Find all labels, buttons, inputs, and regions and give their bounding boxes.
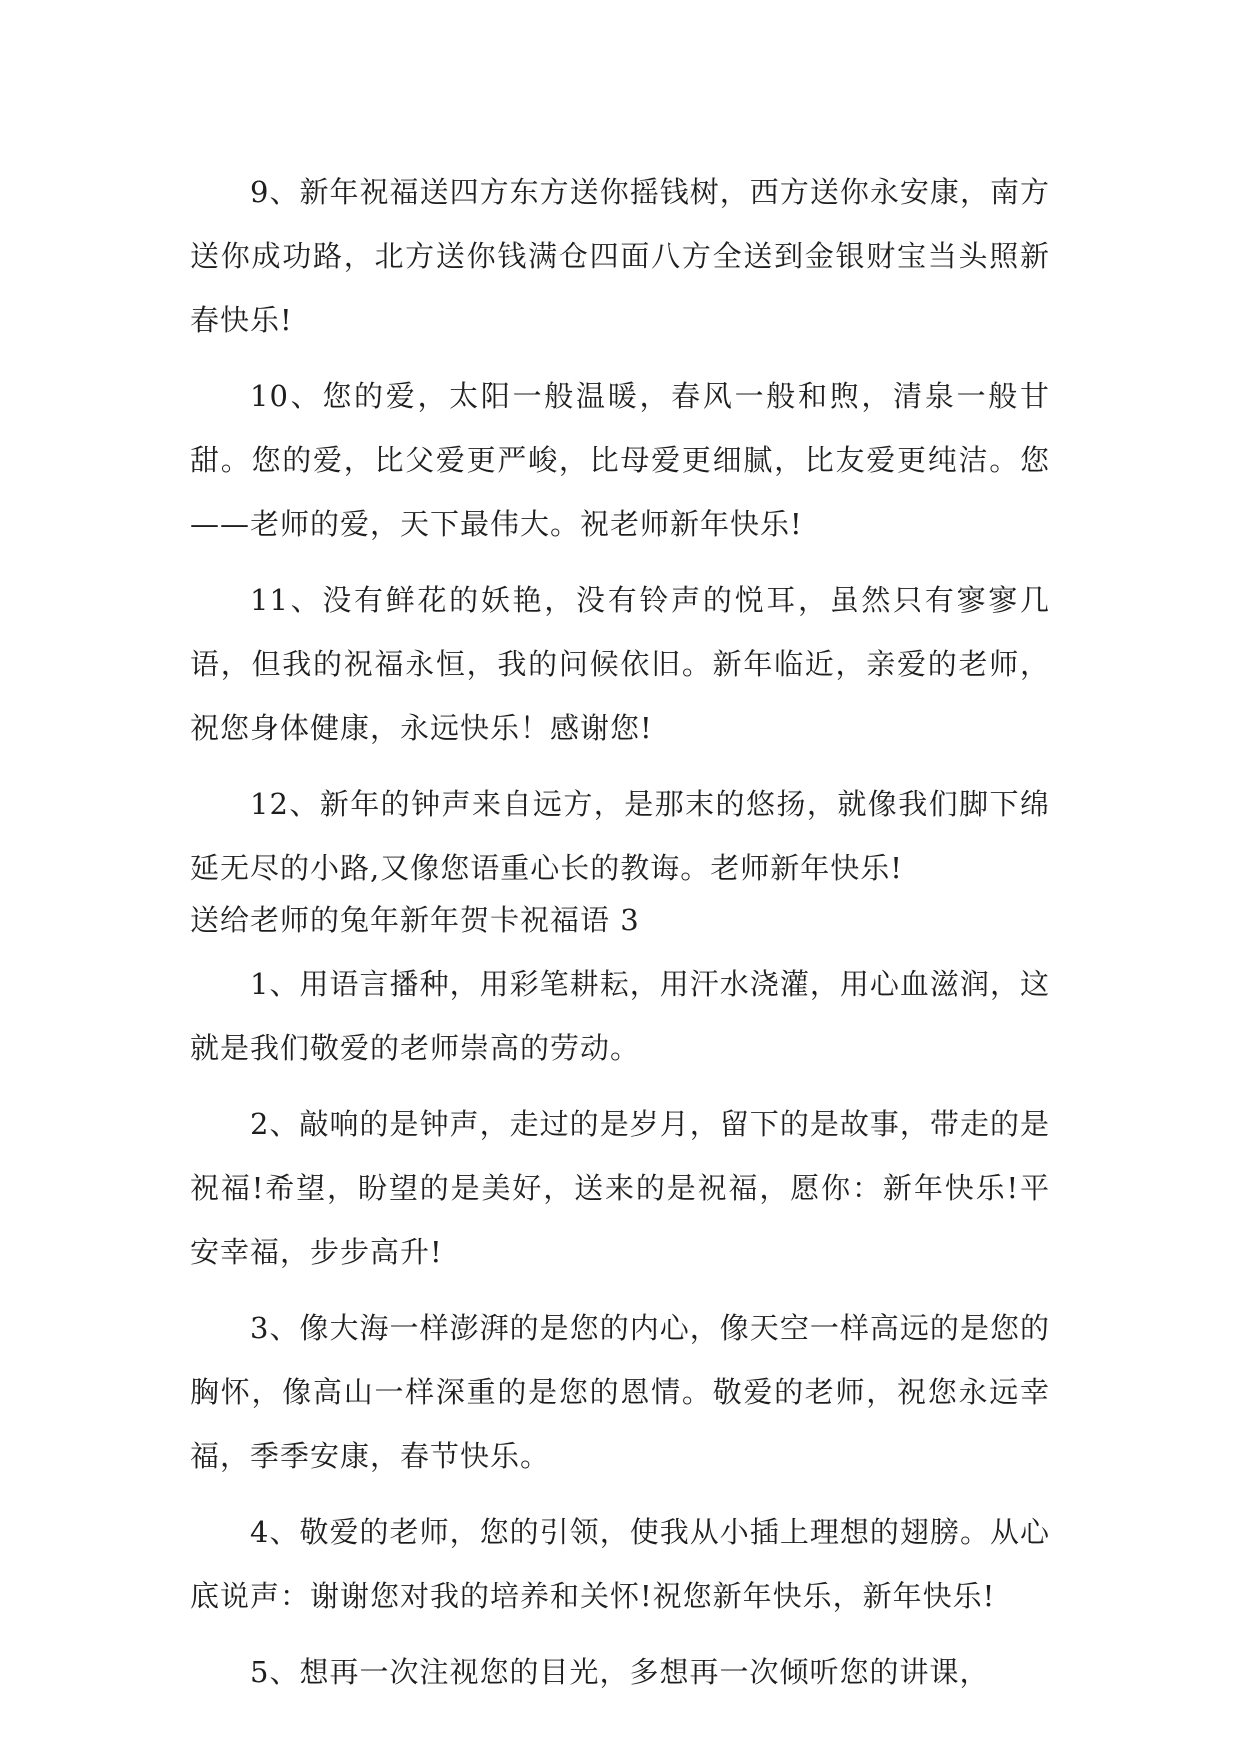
paragraph-item-5: 5、想再一次注视您的目光，多想再一次倾听您的讲课， xyxy=(250,1655,990,1689)
paragraph-item-9: 9、新年祝福送四方东方送你摇钱树，西方送你永安康，南方送你成功路，北方送你钱满仓四面八方全送到金银财宝当头照新春快乐! xyxy=(190,175,1050,337)
paragraph-item-1: 1、用语言播种，用彩笔耕耘，用汗水浇灌，用心血滋润，这就是我们敬爱的老师崇高的劳动。 xyxy=(190,967,1050,1065)
paragraph-item-4: 4、敬爱的老师，您的引领，使我从小插上理想的翅膀。从心底说声：谢谢您对我的培养和关怀!祝您新年快乐，新年快乐! xyxy=(190,1515,1050,1613)
paragraph-item-3: 3、像大海一样澎湃的是您的内心，像天空一样高远的是您的胸怀，像高山一样深重的是您的恩情。敬爱的老师，祝您永远幸福，季季安康，春节快乐。 xyxy=(190,1311,1050,1473)
section-heading: 送给老师的兔年新年贺卡祝福语 3 xyxy=(190,903,640,937)
paragraph-item-10: 10、您的爱，太阳一般温暖，春风一般和煦，清泉一般甘甜。您的爱，比父爱更严峻，比母爱更细腻，比友爱更纯洁。您——老师的爱，天下最伟大。祝老师新年快乐! xyxy=(190,379,1050,541)
paragraph-item-12: 12、新年的钟声来自远方，是那末的悠扬，就像我们脚下绵延无尽的小路,又像您语重心长的教诲。老师新年快乐! xyxy=(190,787,1050,885)
paragraph-item-2: 2、敲响的是钟声，走过的是岁月，留下的是故事，带走的是祝福!希望，盼望的是美好，送来的是祝福，愿你：新年快乐!平安幸福，步步高升! xyxy=(190,1107,1050,1269)
document-body xyxy=(190,160,1050,1716)
paragraph-item-11: 11、没有鲜花的妖艳，没有铃声的悦耳，虽然只有寥寥几语，但我的祝福永恒，我的问候依旧。新年临近，亲爱的老师，祝您身体健康，永远快乐！感谢您! xyxy=(190,583,1050,745)
